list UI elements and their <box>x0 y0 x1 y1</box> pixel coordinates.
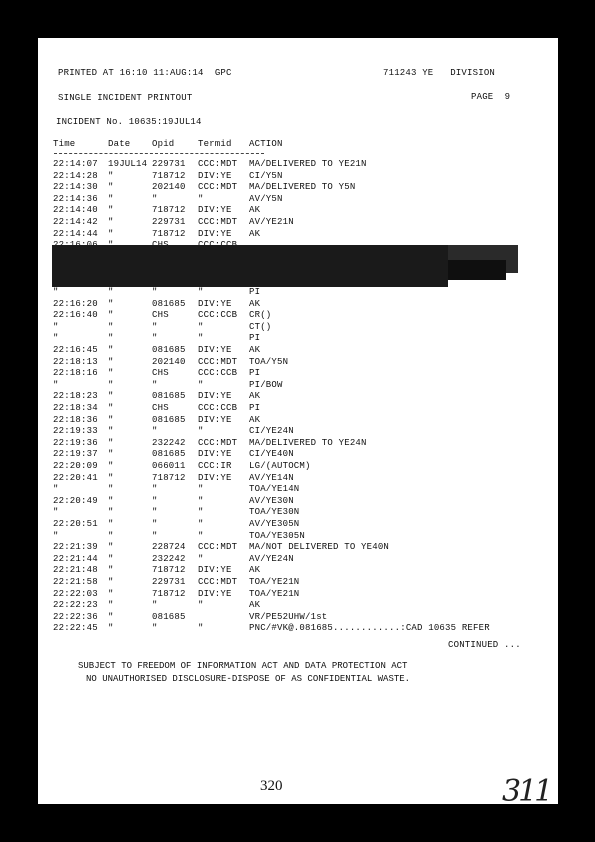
action-cell: MA/DELIVERED TO Y5N <box>249 182 356 193</box>
log-row <box>38 449 558 461</box>
opid-cell: " <box>152 379 158 390</box>
log-row <box>38 600 558 612</box>
log-row <box>38 403 558 415</box>
date-cell: " <box>108 611 114 622</box>
time-cell: 22:19:37 <box>53 449 98 460</box>
time-cell: " <box>53 287 59 297</box>
log-row <box>38 310 558 322</box>
date-cell: " <box>108 461 114 471</box>
opid-cell: 081685 <box>152 611 186 622</box>
col-action: ACTION <box>249 139 283 149</box>
log-row <box>38 415 558 427</box>
time-cell: 22:21:48 <box>53 565 98 576</box>
date-cell: " <box>108 437 114 448</box>
time-cell: " <box>53 484 59 495</box>
time-cell: 22:18:36 <box>53 414 98 425</box>
page-number: 320 <box>260 778 283 794</box>
log-row <box>38 623 558 635</box>
termid-cell: CCC:MDT <box>198 577 238 587</box>
log-row <box>38 171 558 183</box>
date-cell: " <box>108 217 114 227</box>
page-label: PAGE 9 <box>471 92 511 102</box>
document-title: SINGLE INCIDENT PRINTOUT <box>58 93 193 103</box>
action-cell: AK <box>249 298 261 309</box>
action-cell: AK <box>249 565 261 576</box>
time-cell: " <box>53 507 59 518</box>
date-cell: " <box>108 403 114 413</box>
redaction-block-edge-2 <box>448 260 506 280</box>
time-cell: 22:16:40 <box>53 310 98 321</box>
date-cell: " <box>108 356 114 367</box>
handwritten-page-number: 311 <box>502 774 551 809</box>
action-cell: PI <box>249 403 261 413</box>
time-cell: " <box>53 333 59 344</box>
time-cell: 22:18:34 <box>53 403 98 413</box>
opid-cell: 229731 <box>152 159 186 169</box>
col-termid: Termid <box>198 139 232 149</box>
column-headers <box>38 139 558 151</box>
header-underline <box>54 153 264 154</box>
opid-cell: 229731 <box>152 217 186 227</box>
date-cell: " <box>108 310 114 321</box>
opid-cell: CHS <box>152 368 169 379</box>
action-cell: AK <box>249 228 261 239</box>
date-cell: " <box>108 542 114 553</box>
date-cell: " <box>108 588 114 599</box>
time-cell: 22:14:07 <box>53 159 98 169</box>
log-row <box>38 612 558 624</box>
opid-cell: CHS <box>152 403 169 413</box>
time-cell: " <box>53 379 59 390</box>
termid-cell: DIV:YE <box>198 298 232 309</box>
action-cell: TOA/YE14N <box>249 484 300 495</box>
date-cell: " <box>108 565 114 576</box>
termid-cell: CCC:CCB <box>198 403 238 413</box>
opid-cell: 229731 <box>152 577 186 587</box>
time-cell: 22:14:44 <box>53 228 98 239</box>
log-row <box>38 577 558 589</box>
time-cell: 22:19:33 <box>53 426 98 437</box>
opid-cell: 718712 <box>152 565 186 576</box>
termid-cell: DIV:YE <box>198 205 232 216</box>
termid-cell: " <box>198 530 204 541</box>
action-cell: CI/YE24N <box>249 426 294 437</box>
log-row <box>38 461 558 473</box>
action-cell: AV/YE21N <box>249 217 294 227</box>
division-ref: 711243 YE DIVISION <box>383 68 496 78</box>
date-cell: " <box>108 577 114 587</box>
opid-cell: 718712 <box>152 472 186 483</box>
action-cell: AV/YE30N <box>249 495 294 506</box>
action-cell: AV/YE305N <box>249 519 300 529</box>
footer-notice-1: SUBJECT TO FREEDOM OF INFORMATION ACT AND DATA PROTECTION ACT <box>78 661 408 671</box>
log-row <box>38 217 558 229</box>
action-cell: CI/Y5N <box>249 170 283 181</box>
termid-cell: " <box>198 484 204 495</box>
date-cell: " <box>108 170 114 181</box>
opid-cell: 718712 <box>152 588 186 599</box>
action-cell: TOA/YE21N <box>249 577 300 587</box>
termid-cell: DIV:YE <box>198 588 232 599</box>
log-row <box>38 391 558 403</box>
date-cell: " <box>108 205 114 216</box>
date-cell: " <box>108 333 114 344</box>
date-cell: " <box>108 519 114 529</box>
opid-cell: 228724 <box>152 542 186 553</box>
log-row <box>38 287 558 299</box>
date-cell: " <box>108 449 114 460</box>
action-cell: AK <box>249 345 261 355</box>
opid-cell: " <box>152 623 158 634</box>
log-row <box>38 357 558 369</box>
time-cell: 22:20:49 <box>53 495 98 506</box>
termid-cell: CCC:MDT <box>198 182 238 193</box>
opid-cell: " <box>152 484 158 495</box>
action-cell: AK <box>249 391 261 402</box>
termid-cell: CCC:CCB <box>198 368 238 379</box>
log-row <box>38 484 558 496</box>
time-cell: " <box>53 530 59 541</box>
opid-cell: 718712 <box>152 205 186 216</box>
opid-cell: 718712 <box>152 228 186 239</box>
date-cell: " <box>108 484 114 495</box>
col-time: Time <box>53 139 76 149</box>
action-cell: AK <box>249 205 261 216</box>
log-row <box>38 519 558 531</box>
action-cell: VR/PE52UHW/1st <box>249 611 328 622</box>
action-cell: MA/DELIVERED TO YE24N <box>249 437 367 448</box>
termid-cell: CCC:MDT <box>198 437 238 448</box>
action-cell: TOA/YE30N <box>249 507 300 518</box>
opid-cell: 066011 <box>152 461 186 471</box>
log-row <box>38 589 558 601</box>
action-cell: CR() <box>249 310 272 321</box>
log-row <box>38 299 558 311</box>
time-cell: 22:20:41 <box>53 472 98 483</box>
time-cell: 22:22:03 <box>53 588 98 599</box>
opid-cell: 081685 <box>152 414 186 425</box>
termid-cell: CCC:MDT <box>198 542 238 553</box>
time-cell: 22:14:40 <box>53 205 98 216</box>
termid-cell: " <box>198 519 204 529</box>
printed-at: PRINTED AT 16:10 11:AUG:14 GPC <box>58 68 232 78</box>
log-row <box>38 345 558 357</box>
time-cell: 22:21:58 <box>53 577 98 587</box>
log-row <box>38 426 558 438</box>
action-cell: CI/YE40N <box>249 449 294 460</box>
opid-cell: 202140 <box>152 356 186 367</box>
date-cell: 19JUL14 <box>108 159 148 169</box>
opid-cell: 081685 <box>152 345 186 355</box>
time-cell: 22:18:16 <box>53 368 98 379</box>
termid-cell: DIV:YE <box>198 170 232 181</box>
action-cell: AV/YE14N <box>249 472 294 483</box>
time-cell: 22:14:42 <box>53 217 98 227</box>
action-cell: PI <box>249 333 261 344</box>
termid-cell: " <box>198 553 204 564</box>
action-cell: TOA/YE21N <box>249 588 300 599</box>
opid-cell: 232242 <box>152 553 186 564</box>
time-cell: 22:16:20 <box>53 298 98 309</box>
time-cell: 22:14:30 <box>53 182 98 193</box>
time-cell: 22:21:44 <box>53 553 98 564</box>
log-row <box>38 380 558 392</box>
opid-cell: " <box>152 193 158 204</box>
log-row <box>38 507 558 519</box>
date-cell: " <box>108 287 114 297</box>
action-cell: PI <box>249 368 261 379</box>
termid-cell: " <box>198 426 204 437</box>
termid-cell: CCC:MDT <box>198 159 238 169</box>
log-row <box>38 542 558 554</box>
action-cell: AV/YE24N <box>249 553 294 564</box>
redaction-block <box>52 245 448 287</box>
action-cell: PI <box>249 287 261 297</box>
date-cell: " <box>108 553 114 564</box>
date-cell: " <box>108 379 114 390</box>
time-cell: 22:20:09 <box>53 461 98 471</box>
opid-cell: 081685 <box>152 391 186 402</box>
action-cell: MA/DELIVERED TO YE21N <box>249 159 367 169</box>
date-cell: " <box>108 472 114 483</box>
opid-cell: " <box>152 426 158 437</box>
date-cell: " <box>108 368 114 379</box>
time-cell: 22:14:28 <box>53 170 98 181</box>
log-row <box>38 565 558 577</box>
termid-cell: " <box>198 193 204 204</box>
termid-cell: DIV:YE <box>198 565 232 576</box>
log-row <box>38 496 558 508</box>
time-cell: 22:18:23 <box>53 391 98 402</box>
footer-notice-2: NO UNAUTHORISED DISCLOSURE-DISPOSE OF AS CONFIDENTIAL WASTE. <box>86 674 411 684</box>
log-row <box>38 229 558 241</box>
termid-cell: CCC:MDT <box>198 356 238 367</box>
opid-cell: " <box>152 287 158 297</box>
termid-cell: " <box>198 507 204 518</box>
termid-cell: " <box>198 623 204 634</box>
printout-page <box>38 38 558 809</box>
log-row <box>38 182 558 194</box>
log-row <box>38 531 558 543</box>
termid-cell: DIV:YE <box>198 228 232 239</box>
date-cell: " <box>108 193 114 204</box>
date-cell: " <box>108 182 114 193</box>
date-cell: " <box>108 228 114 239</box>
time-cell: 22:21:39 <box>53 542 98 553</box>
date-cell: " <box>108 600 114 611</box>
action-cell: PNC/#VK@.081685............:CAD 10635 REFER <box>249 623 490 634</box>
termid-cell: CCC:MDT <box>198 217 238 227</box>
date-cell: " <box>108 507 114 518</box>
log-row <box>38 473 558 485</box>
date-cell: " <box>108 414 114 425</box>
termid-cell: DIV:YE <box>198 472 232 483</box>
log-row <box>38 159 558 171</box>
log-row <box>38 205 558 217</box>
time-cell: 22:22:45 <box>53 623 98 634</box>
opid-cell: " <box>152 507 158 518</box>
date-cell: " <box>108 495 114 506</box>
termid-cell: " <box>198 495 204 506</box>
date-cell: " <box>108 298 114 309</box>
termid-cell: " <box>198 287 204 297</box>
time-cell: " <box>53 321 59 332</box>
termid-cell: " <box>198 321 204 332</box>
opid-cell: " <box>152 530 158 541</box>
time-cell: 22:19:36 <box>53 437 98 448</box>
termid-cell: DIV:YE <box>198 414 232 425</box>
time-cell: 22:20:51 <box>53 519 98 529</box>
termid-cell: DIV:YE <box>198 345 232 355</box>
opid-cell: 081685 <box>152 449 186 460</box>
action-cell: AK <box>249 600 261 611</box>
action-cell: CT() <box>249 321 272 332</box>
termid-cell: " <box>198 600 204 611</box>
termid-cell: " <box>198 333 204 344</box>
opid-cell: 718712 <box>152 170 186 181</box>
col-date: Date <box>108 139 131 149</box>
opid-cell: CHS <box>152 310 169 321</box>
termid-cell: DIV:YE <box>198 449 232 460</box>
date-cell: " <box>108 391 114 402</box>
termid-cell: DIV:YE <box>198 391 232 402</box>
opid-cell: " <box>152 495 158 506</box>
time-cell: 22:18:13 <box>53 356 98 367</box>
date-cell: " <box>108 345 114 355</box>
log-row <box>38 333 558 345</box>
date-cell: " <box>108 623 114 634</box>
action-cell: AK <box>249 414 261 425</box>
opid-cell: 081685 <box>152 298 186 309</box>
log-row <box>38 554 558 566</box>
date-cell: " <box>108 530 114 541</box>
opid-cell: 232242 <box>152 437 186 448</box>
log-row <box>38 194 558 206</box>
time-cell: 22:16:45 <box>53 345 98 355</box>
time-cell: 22:22:23 <box>53 600 98 611</box>
action-cell: MA/NOT DELIVERED TO YE40N <box>249 542 390 553</box>
time-cell: 22:22:36 <box>53 611 98 622</box>
opid-cell: " <box>152 519 158 529</box>
col-opid: Opid <box>152 139 175 149</box>
action-cell: LG/(AUTOCM) <box>249 461 311 471</box>
opid-cell: " <box>152 333 158 344</box>
action-cell: PI/BOW <box>249 379 283 390</box>
opid-cell: " <box>152 321 158 332</box>
log-row <box>38 322 558 334</box>
time-cell: 22:14:36 <box>53 193 98 204</box>
continued-label: CONTINUED ... <box>448 640 521 650</box>
termid-cell: CCC:IR <box>198 461 232 471</box>
incident-number: INCIDENT No. 10635:19JUL14 <box>56 117 202 127</box>
opid-cell: 202140 <box>152 182 186 193</box>
termid-cell: CCC:CCB <box>198 310 238 321</box>
termid-cell: " <box>198 379 204 390</box>
action-cell: TOA/YE305N <box>249 530 306 541</box>
action-cell: AV/Y5N <box>249 193 283 204</box>
log-row <box>38 438 558 450</box>
date-cell: " <box>108 321 114 332</box>
action-cell: TOA/Y5N <box>249 356 289 367</box>
opid-cell: " <box>152 600 158 611</box>
date-cell: " <box>108 426 114 437</box>
log-row <box>38 368 558 380</box>
